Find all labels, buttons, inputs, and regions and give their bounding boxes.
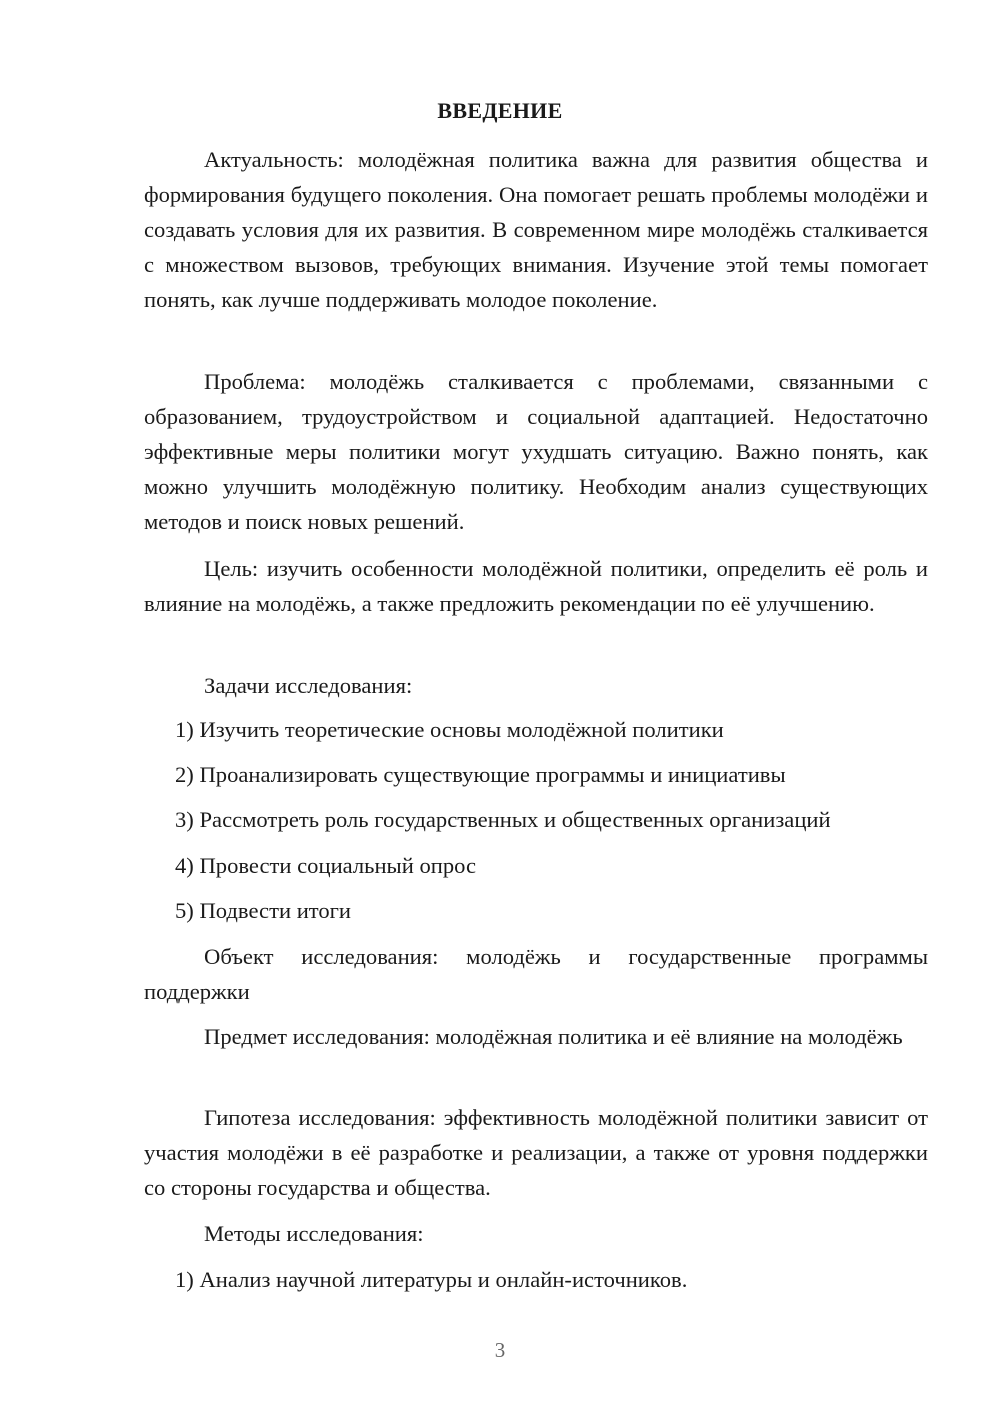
problem-paragraph: Проблема: молодёжь сталкивается с проблемами, связанными с образованием, трудоустройством и социальной адаптацией. Недостаточно эффективные меры политики могут ухудшать ситуацию. Важно понять, как можно улучшить молодёжную политику. Необходим анализ существующих методов и поиск новых решений. xyxy=(144,369,928,534)
method-item-1: 1) Анализ научной литературы и онлайн-источников. xyxy=(175,1267,688,1292)
task-item-3: 3) Рассмотреть роль государственных и общественных организаций xyxy=(175,807,831,832)
object-paragraph: Объект исследования: молодёжь и государственные программы поддержки xyxy=(144,944,928,1004)
methods-heading: Методы исследования: xyxy=(204,1221,424,1246)
task-item-4: 4) Провести социальный опрос xyxy=(175,853,477,878)
subject-paragraph: Предмет исследования: молодёжная политика и её влияние на молодёжь xyxy=(204,1024,903,1049)
task-item-5: 5) Подвести итоги xyxy=(175,898,352,923)
page-title: ВВЕДЕНИЕ xyxy=(437,98,563,123)
goal-paragraph: Цель: изучить особенности молодёжной политики, определить её роль и влияние на молодёжь, а также предложить рекомендации по её улучшению. xyxy=(144,556,928,616)
task-item-1: 1) Изучить теоретические основы молодёжной политики xyxy=(175,717,724,742)
hypothesis-paragraph: Гипотеза исследования: эффективность молодёжной политики зависит от участия молодёжи в её разработке и реализации, а также от уровня поддержки со стороны государства и общества. xyxy=(144,1105,928,1200)
tasks-heading: Задачи исследования: xyxy=(204,673,413,698)
page-number: 3 xyxy=(494,1338,506,1362)
task-item-2: 2) Проанализировать существующие программы и инициативы xyxy=(175,762,786,787)
relevance-paragraph: Актуальность: молодёжная политика важна для развития общества и формирования будущего поколения. Она помогает решать проблемы молодёжи и создавать условия для их развития. В современном мире молодёжь сталкивается с множеством вызовов, требующих внимания. Изучение этой темы помогает понять, как лучше поддерживать молодое поколение. xyxy=(144,147,928,312)
